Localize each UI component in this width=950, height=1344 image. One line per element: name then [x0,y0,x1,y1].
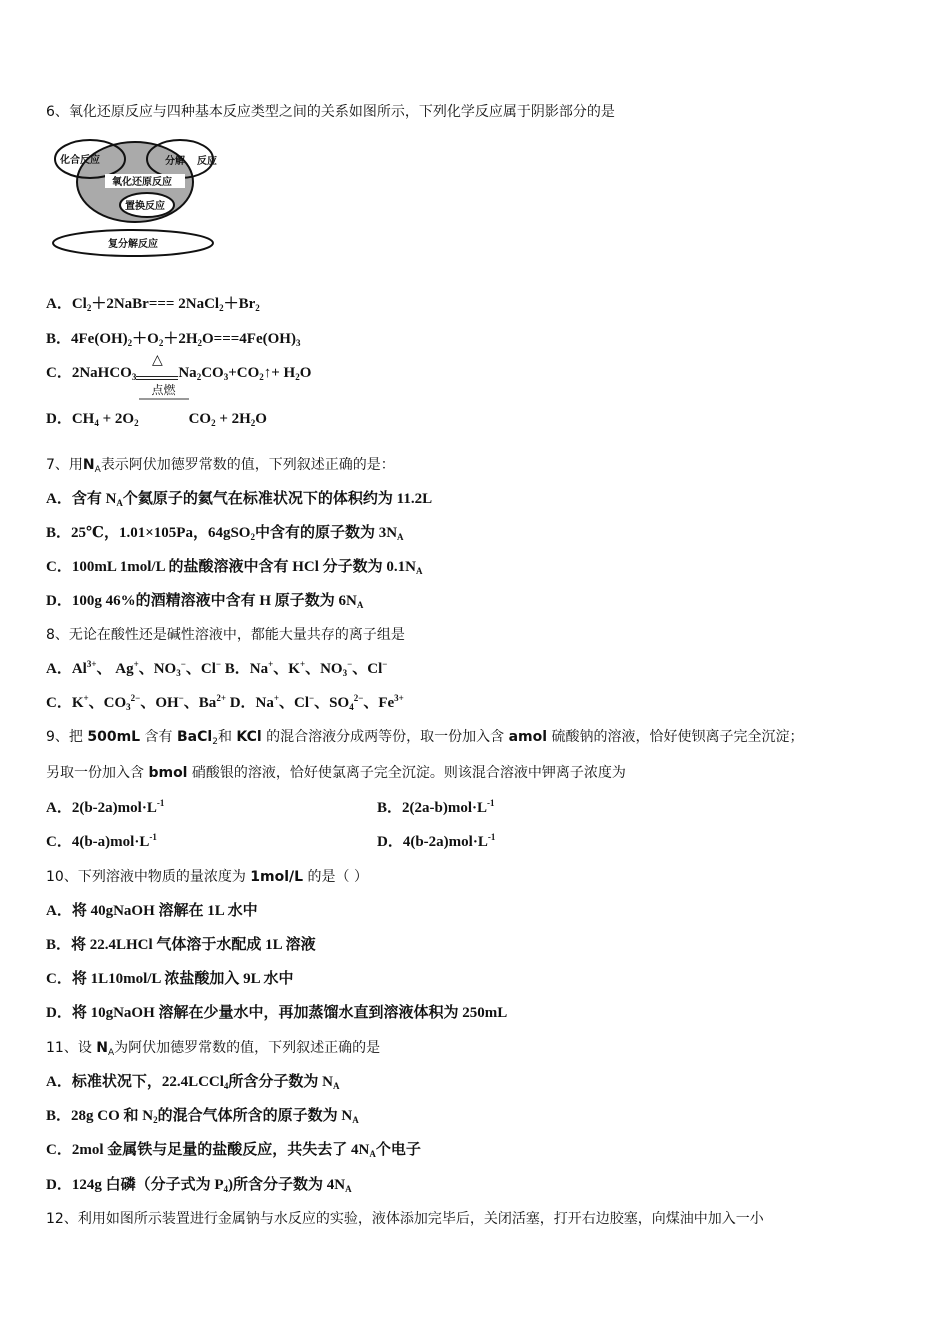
text-run: CO [201,365,224,381]
supscript: − [382,659,388,669]
text-run: +CO [228,365,260,381]
subscript: A [369,1149,376,1159]
label-replacement: 置换反应 [125,201,165,212]
text-run: 、K [273,661,300,677]
label-decomposition-2: 反应 [197,156,217,167]
bold-text: N [96,1040,108,1056]
answer-option [46,969,294,989]
text-run: 、OH [140,695,179,711]
text-run: 9、把 [46,729,88,745]
text-run: ＋O [132,331,159,347]
text-run: 、NO [138,661,177,677]
question-stem [46,455,395,475]
condition-label: 点燃 [139,383,189,400]
supscript: + [83,693,89,703]
bold-text: BaCl [177,729,213,745]
answer-option [46,935,316,955]
subscript: 3 [295,338,301,348]
text-run: B．4Fe(OH) [46,331,128,347]
text-run: A．将 40gNaOH 溶解在 1L 水中 [46,903,258,919]
answer-option [46,659,387,679]
supscript: + [268,659,274,669]
supscript: -1 [156,798,165,808]
text-run: O [299,365,312,381]
text-run: 的混合溶液分成两等份，取一份加入含 [261,729,509,745]
bold-text: bmol [148,765,188,781]
heating-condition [136,353,178,383]
subscript: 3 [131,372,137,382]
text-run: 、SO [314,695,350,711]
text-run: B．Na [221,661,269,677]
subscript: A [116,498,123,508]
bold-text: amol [508,729,548,745]
subscript: 2 [259,372,264,382]
reaction-types-diagram [50,132,220,260]
text-run: B．2(2a-b)mol·L [377,800,488,816]
text-run: D．124g 白磷（分子式为 P [46,1177,224,1193]
subscript: 3 [223,372,229,382]
text-run: C．K [46,695,84,711]
answer-option [377,832,495,852]
supscript: − [309,693,315,703]
text-run: 、Fe [363,695,395,711]
text-run: Na [178,365,197,381]
answer-option [46,1003,507,1023]
ignition-condition [139,383,189,429]
text-run: 12、利用如图所示装置进行金属钠与水反应的实验，液体添加完毕后，关闭活塞，打开右边胶塞，向煤油中加入一小 [46,1211,764,1227]
subscript: 2 [255,303,260,313]
text-run: 、CO [88,695,127,711]
text-run: 6、氧化还原反应与四种基本反应类型之间的关系如图所示，下列化学反应属于阴影部分的是 [46,104,615,120]
text-run: 、Cl [185,661,216,677]
question-stem [46,727,804,747]
supscript: -1 [149,832,157,842]
question-stem [46,625,405,645]
text-run: ＋2H [163,331,198,347]
answer-option [46,353,312,383]
text-run: 7、用 [46,457,83,473]
supscript: + [299,659,306,669]
text-run: 的混合气体所含的原子数为 N [157,1108,353,1124]
supscript: + [273,693,280,703]
supscript: − [215,659,222,669]
subscript: 4 [223,1184,228,1194]
answer-option [46,1106,359,1126]
subscript: A [352,1115,359,1125]
text-run: 和 [217,729,237,745]
label-double-decomposition: 复分解反应 [108,239,158,250]
subscript: 2 [86,303,92,313]
text-run: 为阿伏加德罗常数的值，下列叙述正确的是 [114,1040,381,1056]
bold-text: N [82,457,95,473]
text-run: D．100g 46%的酒精溶液中含有 H 原子数为 6N [46,593,357,609]
supscript: 2− [353,693,364,703]
answer-option [46,383,267,429]
text-run: C．将 1L10mol/L 浓盐酸加入 9L 水中 [46,971,294,987]
label-combination: 化合反应 [60,155,100,166]
text-run: 个电子 [375,1142,421,1158]
text-run: 硝酸银的溶液，恰好使氯离子完全沉淀。则该混合溶液中钾离子浓度为 [187,765,626,781]
answer-option [377,798,495,818]
text-run: D．4(b-2a)mol·L [377,834,488,850]
subscript: A [94,465,101,475]
text-run: 10、下列溶液中物质的量浓度为 [46,869,251,885]
subscript: 2 [295,372,300,382]
text-run: C．2NaHCO [46,365,132,381]
answer-option [46,523,404,543]
subscript: 4 [223,1081,229,1091]
subscript: 2 [158,338,164,348]
text-run: 所含分子数为 N [228,1074,334,1090]
supscript: 3+ [394,693,404,703]
text-run: D．CH [46,411,95,427]
text-run: D．Na [225,695,274,711]
text-run: + 2O [98,411,135,427]
subscript: A [397,532,404,542]
subscript: A [333,1081,340,1091]
text-run: B．将 22.4LHCl 气体溶于水配成 1L 溶液 [46,937,316,953]
answer-option [46,294,260,314]
supscript: − [347,659,353,669]
subscript: 2 [212,737,218,747]
label-redox: 氧化还原反应 [112,177,172,188]
text-run: B．28g CO 和 N [46,1108,154,1124]
answer-option [46,693,404,713]
subscript: 2 [197,338,202,348]
text-run: 、 Ag [96,661,134,677]
question-stem [46,1209,764,1229]
question-stem [46,763,626,783]
subscript: A [356,600,364,610]
text-run: 表示阿伏加德罗常数的值，下列叙述正确的是： [100,457,395,473]
text-run: 另取一份加入含 [46,765,149,781]
subscript: 2 [211,418,216,428]
question-stem [46,1038,380,1058]
answer-option [46,1175,352,1195]
text-run: O [255,411,267,427]
subscript: 3 [176,668,181,678]
subscript: 2 [250,418,256,428]
equals-bar [136,376,178,380]
text-run: A．标准状况下，22.4LCCl [46,1074,224,1090]
text-run: ↑+ H [263,365,296,381]
answer-option [46,832,157,852]
text-run: + 2H [215,411,251,427]
text-run: ＋2NaBr=== 2NaCl [91,296,220,312]
subscript: 2 [196,372,202,382]
text-run: D．将 10gNaOH 溶解在少量水中，再加蒸馏水直到溶液体积为 250mL [46,1005,508,1021]
subscript: 4 [94,418,99,428]
answer-option [46,1072,340,1092]
subscript: 2 [250,532,255,542]
bold-text: 500mL [87,729,141,745]
answer-option [46,591,363,611]
answer-option [46,1140,421,1160]
question-stem [46,102,615,122]
subscript: 3 [342,668,348,678]
answer-option [46,557,423,577]
text-run: 11、设 [46,1040,97,1056]
text-run: 、Cl [352,661,383,677]
text-run: )所含分子数为 4N [228,1177,346,1193]
supscript: -1 [487,832,496,842]
answer-option [46,798,164,818]
supscript: -1 [487,798,495,808]
supscript: − [178,693,184,703]
supscript: 2− [130,693,141,703]
text-run: CO [188,411,212,427]
subscript: 2 [127,338,133,348]
text-run: 、Ba [183,695,217,711]
text-run: A．Cl [46,296,87,312]
subscript: 2 [134,418,139,428]
bold-text: 1mol/L [250,869,304,885]
supscript: − [180,659,186,669]
text-run: 8、无论在酸性还是碱性溶液中，都能大量共存的离子组是 [46,627,405,643]
text-run: 、NO [305,661,343,677]
subscript: A [416,566,423,576]
supscript: 2+ [216,693,226,703]
text-run: A．含有 N [46,491,117,507]
text-run: C．4(b-a)mol·L [46,834,150,850]
text-run: 含有 [140,729,177,745]
text-run: 硫酸钠的溶液，恰好使钡离子完全沉淀； [547,729,804,745]
text-run: C．100mL 1mol/L 的盐酸溶液中含有 HCl 分子数为 0.1N [46,559,417,575]
text-run: ＋Br [223,296,256,312]
text-run: C．2mol 金属铁与足量的盐酸反应，共失去了 4N [46,1142,370,1158]
answer-option [46,901,258,921]
text-run: O===4Fe(OH) [202,331,296,347]
subscript: A [107,1048,115,1058]
text-run: A．Al [46,661,87,677]
text-run: 的是（ ） [303,869,368,885]
condition-label: △ [151,353,163,368]
subscript: 2 [219,303,224,313]
supscript: 3+ [86,659,97,669]
text-run: 、Cl [279,695,310,711]
answer-option [46,329,300,349]
subscript: A [345,1184,352,1194]
text-run: A．2(b-2a)mol·L [46,800,157,816]
supscript: + [133,659,139,669]
subscript: 3 [126,702,131,712]
question-stem [46,867,368,887]
subscript: 4 [349,702,354,712]
text-run: 个氦原子的氦气在标准状况下的体积约为 11.2L [122,491,433,507]
text-run: 中含有的原子数为 3N [254,525,398,541]
text-run: B．25℃，1.01×105Pa，64gSO [46,525,251,541]
subscript: 2 [153,1115,158,1125]
label-decomposition: 分解 [165,156,185,167]
answer-option [46,489,432,509]
bold-text: KCl [236,729,262,745]
